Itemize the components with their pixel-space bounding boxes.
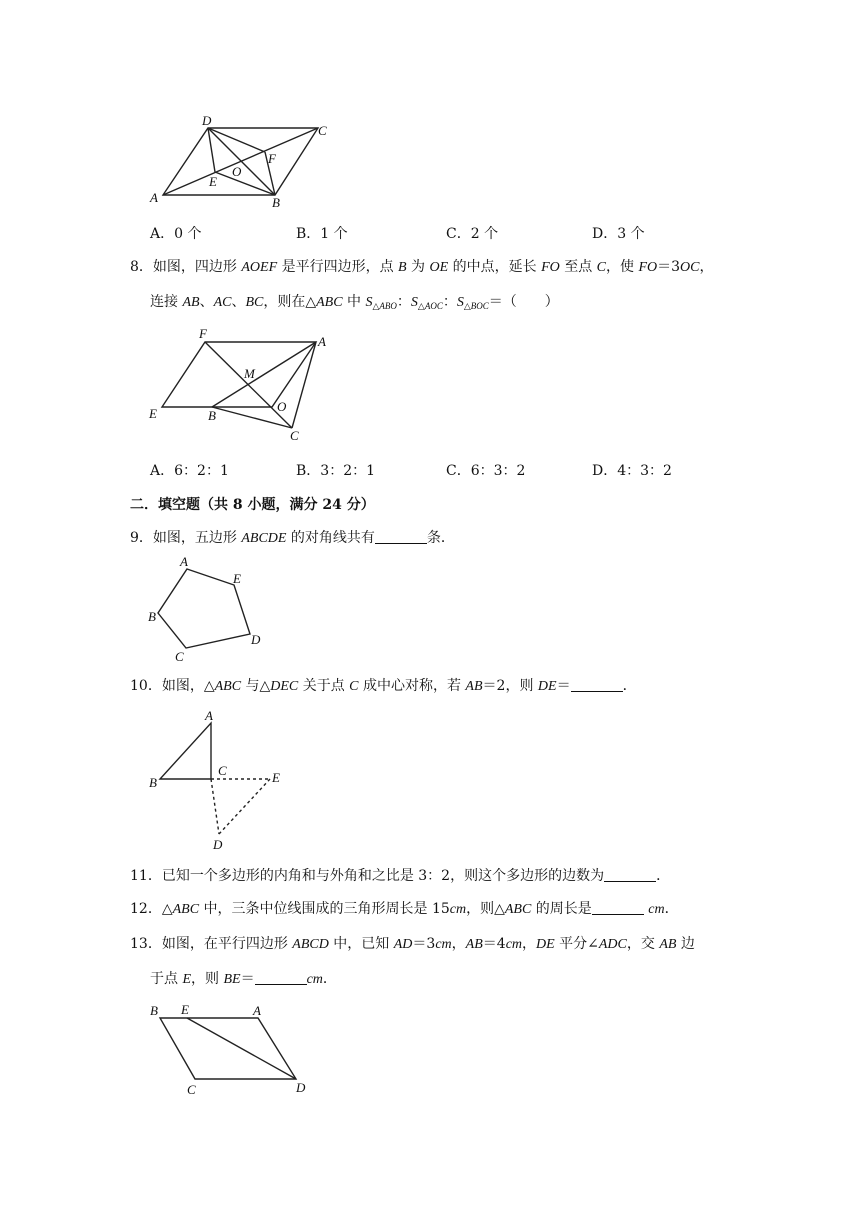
q7-option-d[interactable]: D．3 个 xyxy=(592,226,645,242)
q7-option-a[interactable]: A．0 个 xyxy=(150,226,202,242)
q10-line-cd xyxy=(211,779,219,834)
q7-line-df xyxy=(208,128,265,152)
q7-label-c: C xyxy=(318,123,327,138)
q7-option-c[interactable]: C．2 个 xyxy=(446,226,499,242)
q11-answer-blank[interactable] xyxy=(604,867,656,882)
q13-figure xyxy=(140,994,320,1100)
q10-stem: 10．如图，△ABC 与△DEC 关于点 C 成中心对称，若 AB＝2，则 DE＝ ． xyxy=(130,678,637,694)
q9-figure xyxy=(145,552,270,664)
q8-stem-line2: 连接 AB、AC、BC，则在△ABC 中 $S_{\triangle ABO}$：$S_{\triangle AOC}$：$S_{\triangle BOC}=$（ ） xyxy=(150,294,559,311)
q8-option-d[interactable]: D．4：3：2 xyxy=(592,463,672,479)
q8-figure xyxy=(140,322,340,444)
q7-label-a: A xyxy=(150,190,158,205)
q10-line-de xyxy=(219,779,270,834)
q7-label-f: F xyxy=(268,151,276,166)
q7-label-o: O xyxy=(232,164,242,179)
q13-stem-line2: 于点 E，则 BE＝ cm． xyxy=(150,971,337,987)
q8-option-a[interactable]: A．6：2：1 xyxy=(150,463,229,479)
q8-option-c[interactable]: C．6：3：2 xyxy=(446,463,526,479)
q12-stem: 12．△ABC 中，三条中位线围成的三角形周长是 15cm，则△ABC 的周长是 cm． xyxy=(130,901,679,917)
q10-figure xyxy=(142,702,292,854)
q8-label-e: E xyxy=(149,406,157,421)
q10-label-e: E xyxy=(272,770,280,785)
q7-line-eb xyxy=(215,172,275,195)
q8-label-m: M xyxy=(244,366,255,381)
q13-stem-line1: 13．如图，在平行四边形 ABCD 中，已知 AD＝3cm，AB＝4cm，DE 平分∠ADC，交 AB 边 xyxy=(130,936,695,952)
q8-option-b[interactable]: B．3：2：1 xyxy=(296,463,376,479)
q13-parallelogram xyxy=(160,1018,296,1079)
q13-label-e: E xyxy=(181,1002,189,1017)
q9-label-d: D xyxy=(251,632,261,647)
q8-label-f: F xyxy=(199,326,207,341)
q13-label-b: B xyxy=(150,1003,158,1018)
q7-label-b: B xyxy=(272,195,280,210)
q10-label-a: A xyxy=(205,708,213,723)
q9-answer-blank[interactable] xyxy=(375,529,427,544)
q8-label-a: A xyxy=(318,334,326,349)
q7-label-d: D xyxy=(202,113,212,128)
q9-label-c: C xyxy=(175,649,184,664)
q8-label-b: B xyxy=(208,408,216,423)
q11-stem: 11．已知一个多边形的内角和与外角和之比是 3：2，则这个多边形的边数为 ． xyxy=(130,868,671,884)
q9-stem: 9．如图，五边形 ABCDE 的对角线共有 条． xyxy=(130,530,455,546)
q13-label-a: A xyxy=(253,1003,261,1018)
q12-answer-blank[interactable] xyxy=(592,900,644,915)
q9-label-b: B xyxy=(148,609,156,624)
q13-label-c: C xyxy=(187,1082,196,1097)
q9-label-a: A xyxy=(180,554,188,569)
q7-option-b[interactable]: B．1 个 xyxy=(296,226,348,242)
q10-label-b: B xyxy=(149,775,157,790)
q7-figure xyxy=(140,108,340,212)
q8-label-c: C xyxy=(290,428,299,443)
q7-label-e: E xyxy=(209,174,217,189)
q9-label-e: E xyxy=(233,571,241,586)
q10-label-c: C xyxy=(218,763,227,778)
section-2-title: 二．填空题（共 8 小题，满分 24 分） xyxy=(130,497,375,513)
q8-stem-line1: 8．如图，四边形 AOEF 是平行四边形，点 B 为 OE 的中点，延长 FO 至点 C，使 FO＝3OC， xyxy=(130,259,714,275)
q13-label-d: D xyxy=(296,1080,306,1095)
q10-answer-blank[interactable] xyxy=(571,677,623,692)
q13-line-ed xyxy=(187,1018,296,1079)
q10-label-d: D xyxy=(213,837,223,852)
q13-answer-blank[interactable] xyxy=(255,970,307,985)
q8-label-o: O xyxy=(277,399,287,414)
q8-parallelogram xyxy=(162,342,316,407)
q10-triangle-abc xyxy=(160,723,211,779)
